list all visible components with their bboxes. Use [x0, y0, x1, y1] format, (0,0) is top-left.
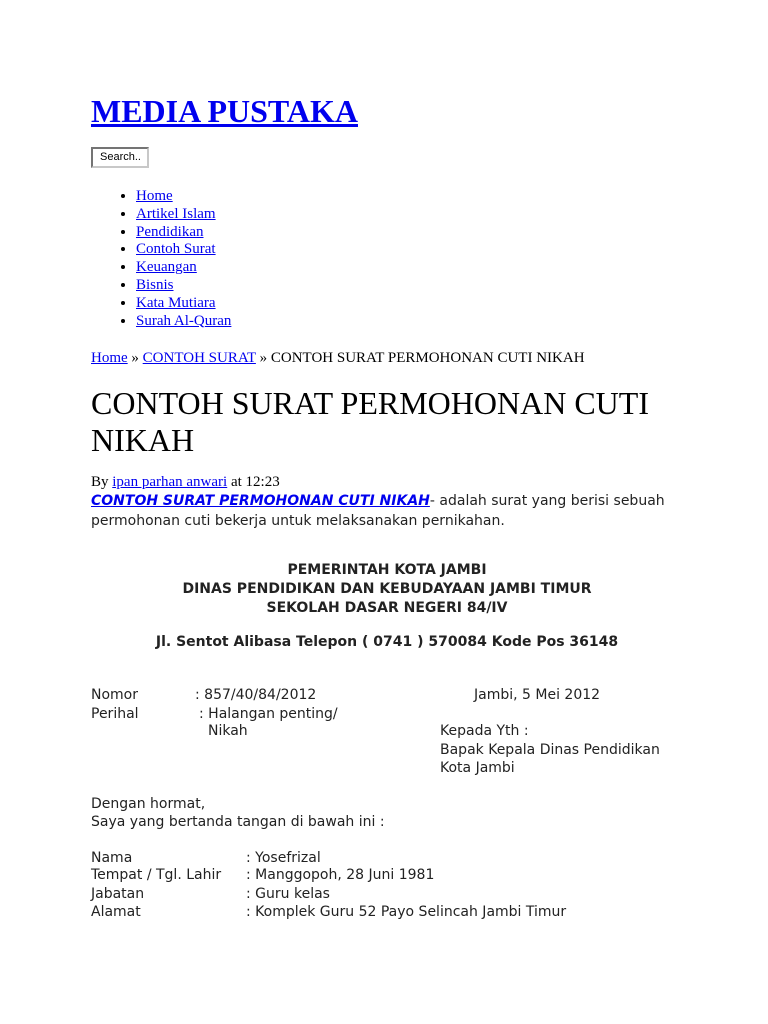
field-label: Nama — [91, 850, 133, 866]
letter-intro: Saya yang bertanda tangan di bawah ini : — [91, 814, 385, 830]
intro-title-link[interactable]: CONTOH SURAT PERMOHONAN CUTI NIKAH — [91, 493, 430, 509]
nav-item-contoh-surat — [136, 241, 231, 259]
perihal-label: Perihal — [91, 706, 139, 722]
site-title — [91, 91, 358, 131]
nav-item-keuangan — [136, 259, 231, 277]
breadcrumb-separator: » — [255, 350, 271, 366]
field-label: Jabatan — [91, 886, 145, 902]
post-title: CONTOH SURAT PERMOHONAN CUTI NIKAH — [91, 385, 649, 458]
nomor-value: : 857/40/84/2012 — [195, 687, 317, 703]
nav-item-artikel-islam — [136, 206, 231, 224]
nav-item-pendidikan — [136, 224, 231, 242]
letter-header — [91, 561, 683, 618]
letter-kepada: Kepada Yth : — [440, 723, 529, 739]
letter-greeting: Dengan hormat, — [91, 796, 206, 812]
letter-recipient-city: Kota Jambi — [440, 760, 515, 776]
nav-link-keuangan[interactable]: Keuangan — [136, 259, 197, 276]
breadcrumb-home-link[interactable]: Home — [91, 350, 128, 366]
breadcrumb — [91, 349, 585, 367]
main-navigation — [108, 188, 231, 330]
letter-header-line: DINAS PENDIDIKAN DAN KEBUDAYAAN JAMBI TIMUR — [182, 581, 592, 597]
letter-place-date: Jambi, 5 Mei 2012 — [474, 687, 601, 703]
post-byline — [91, 474, 280, 491]
perihal-value: : Halangan penting/ — [199, 706, 338, 722]
field-value: : Manggopoh, 28 Juni 1981 — [246, 867, 435, 883]
field-label: Tempat / Tgl. Lahir — [91, 867, 222, 883]
breadcrumb-separator: » — [127, 350, 143, 366]
letter-header-line: SEKOLAH DASAR NEGERI 84/IV — [266, 600, 508, 616]
nav-link-pendidikan[interactable]: Pendidikan — [136, 223, 204, 240]
nav-item-bisnis — [136, 277, 231, 295]
nav-link-home[interactable]: Home — [136, 188, 173, 204]
nav-link-surah-al-quran[interactable]: Surah Al-Quran — [136, 312, 232, 329]
post-time: at 12:23 — [227, 474, 280, 490]
breadcrumb-category-link[interactable]: CONTOH SURAT — [142, 350, 256, 366]
nav-link-contoh-surat[interactable]: Contoh Surat — [136, 241, 216, 258]
nav-link-artikel-islam[interactable]: Artikel Islam — [136, 205, 216, 222]
field-value: : Komplek Guru 52 Payo Selincah Jambi Timur — [246, 904, 567, 920]
intro-text: - adalah surat yang berisi sebuah permohonan cuti bekerja untuk melaksanakan pernikahan. — [91, 493, 665, 529]
field-value: : Yosefrizal — [246, 850, 321, 866]
byline-by: By — [91, 474, 113, 490]
nomor-label: Nomor — [91, 687, 138, 703]
field-value: : Guru kelas — [246, 886, 330, 902]
nav-item-kata-mutiara — [136, 295, 231, 313]
nav-link-bisnis[interactable]: Bisnis — [136, 276, 174, 293]
post-intro — [91, 491, 691, 531]
letter-address: Jl. Sentot Alibasa Telepon ( 0741 ) 570084 Kode Pos 36148 — [155, 634, 619, 650]
nav-link-kata-mutiara[interactable]: Kata Mutiara — [136, 294, 216, 311]
letter-header-line: PEMERINTAH KOTA JAMBI — [287, 562, 487, 578]
perihal-value-cont: Nikah — [208, 723, 248, 739]
author-link[interactable]: ipan parhan anwari — [112, 474, 228, 490]
site-title-link[interactable]: MEDIA PUSTAKA — [91, 93, 358, 129]
letter-recipient: Bapak Kepala Dinas Pendidikan — [440, 742, 660, 758]
nav-item-home — [136, 188, 231, 206]
field-label: Alamat — [91, 904, 141, 920]
search-input[interactable]: Search.. — [91, 147, 149, 168]
nav-item-surah-al-quran — [136, 313, 231, 331]
breadcrumb-current: CONTOH SURAT PERMOHONAN CUTI NIKAH — [270, 350, 585, 366]
